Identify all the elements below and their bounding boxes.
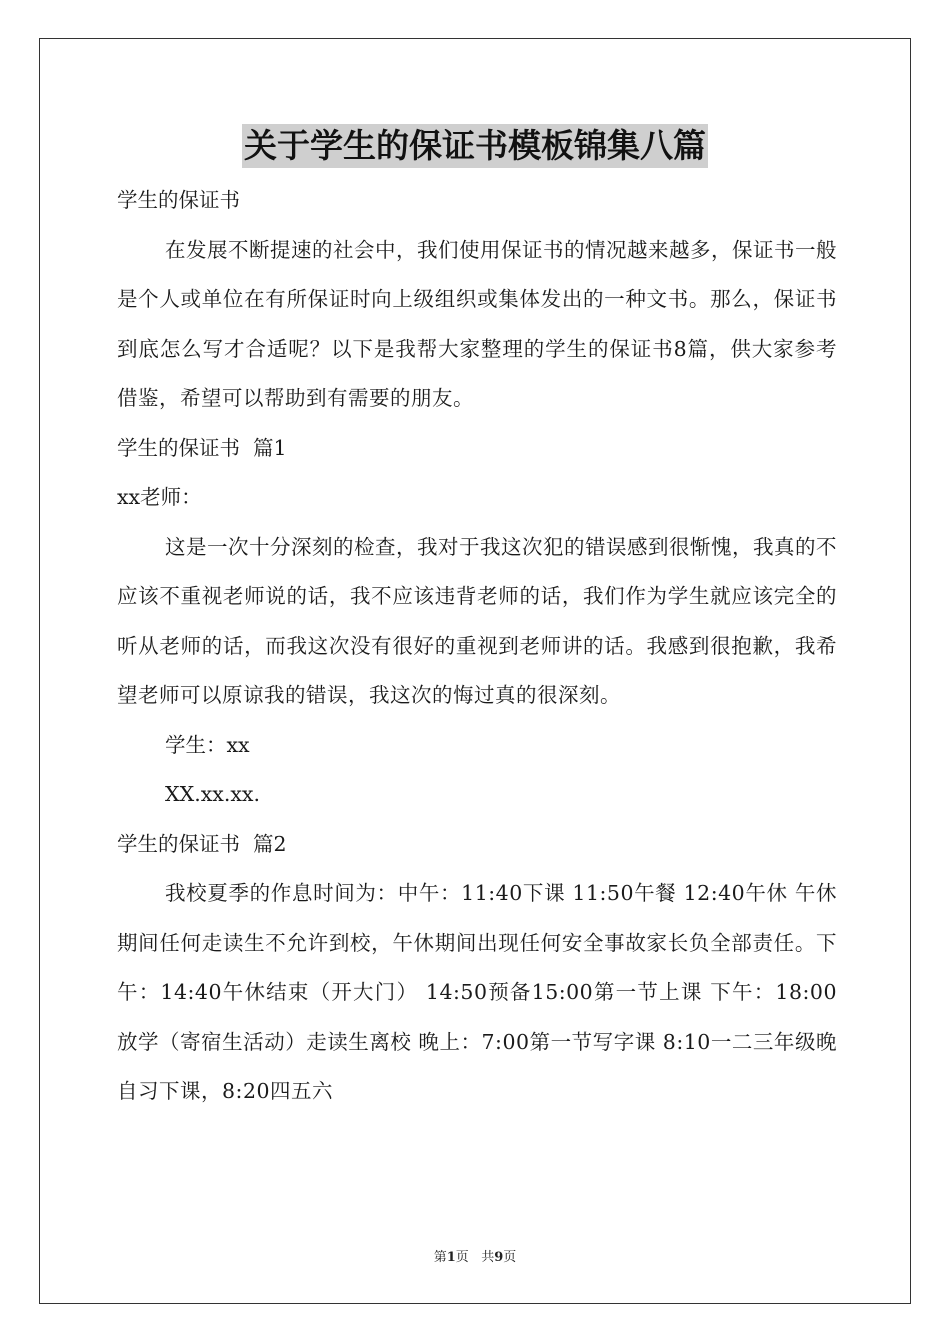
section2-body: 我校夏季的作息时间为：中午：11:40下课 11:50午餐 12:40午休 午休期间任何走读生不允许到校，午休期间出现任何安全事故家长负全部责任。下午：14:40午休结束（开大门） 14:50预备15:00第一节上课 下午：18:00放学（寄宿生活动）走读生离校 晚上：7:00第一节写字课 8:10一二三年级晚自习下课，8:20四五六 xyxy=(117,881,837,1103)
intro-paragraph: 在发展不断提速的社会中，我们使用保证书的情况越来越多，保证书一般是个人或单位在有所保证时向上级组织或集体发出的一种文书。那么，保证书到底怎么写才合适呢？以下是我帮大家整理的学生的保证书8篇，供大家参考借鉴，希望可以帮助到有需要的朋友。 xyxy=(117,237,837,410)
footer-page-prefix: 第 xyxy=(433,1250,447,1265)
section2-heading: 学生的保证书 篇2 xyxy=(117,831,287,856)
section1-signature: 学生：xx xyxy=(165,732,250,757)
page-footer xyxy=(0,1246,950,1265)
intro-heading: 学生的保证书 xyxy=(117,188,240,212)
section1-salutation: xx老师： xyxy=(117,485,202,509)
footer-page-total: 9 xyxy=(494,1250,504,1265)
section1-date: XX.xx.xx. xyxy=(165,782,260,806)
footer-page-suffix: 页 xyxy=(503,1250,517,1265)
section1-heading: 学生的保证书 篇1 xyxy=(117,435,287,460)
document-title: 关于学生的保证书模板锦集八篇 xyxy=(242,124,708,168)
footer-page-mid: 页 共 xyxy=(455,1250,495,1265)
footer-page-current: 1 xyxy=(446,1250,456,1265)
section1-body: 这是一次十分深刻的检查，我对于我这次犯的错误感到很惭愧，我真的不应该不重视老师说的话，我不应该违背老师的话，我们作为学生就应该完全的听从老师的话，而我这次没有很好的重视到老师讲的话。我感到很抱歉，我希望老师可以原谅我的错误，我这次的悔过真的很深刻。 xyxy=(117,534,837,707)
title-wrap xyxy=(0,124,950,168)
document-body xyxy=(117,176,837,1117)
